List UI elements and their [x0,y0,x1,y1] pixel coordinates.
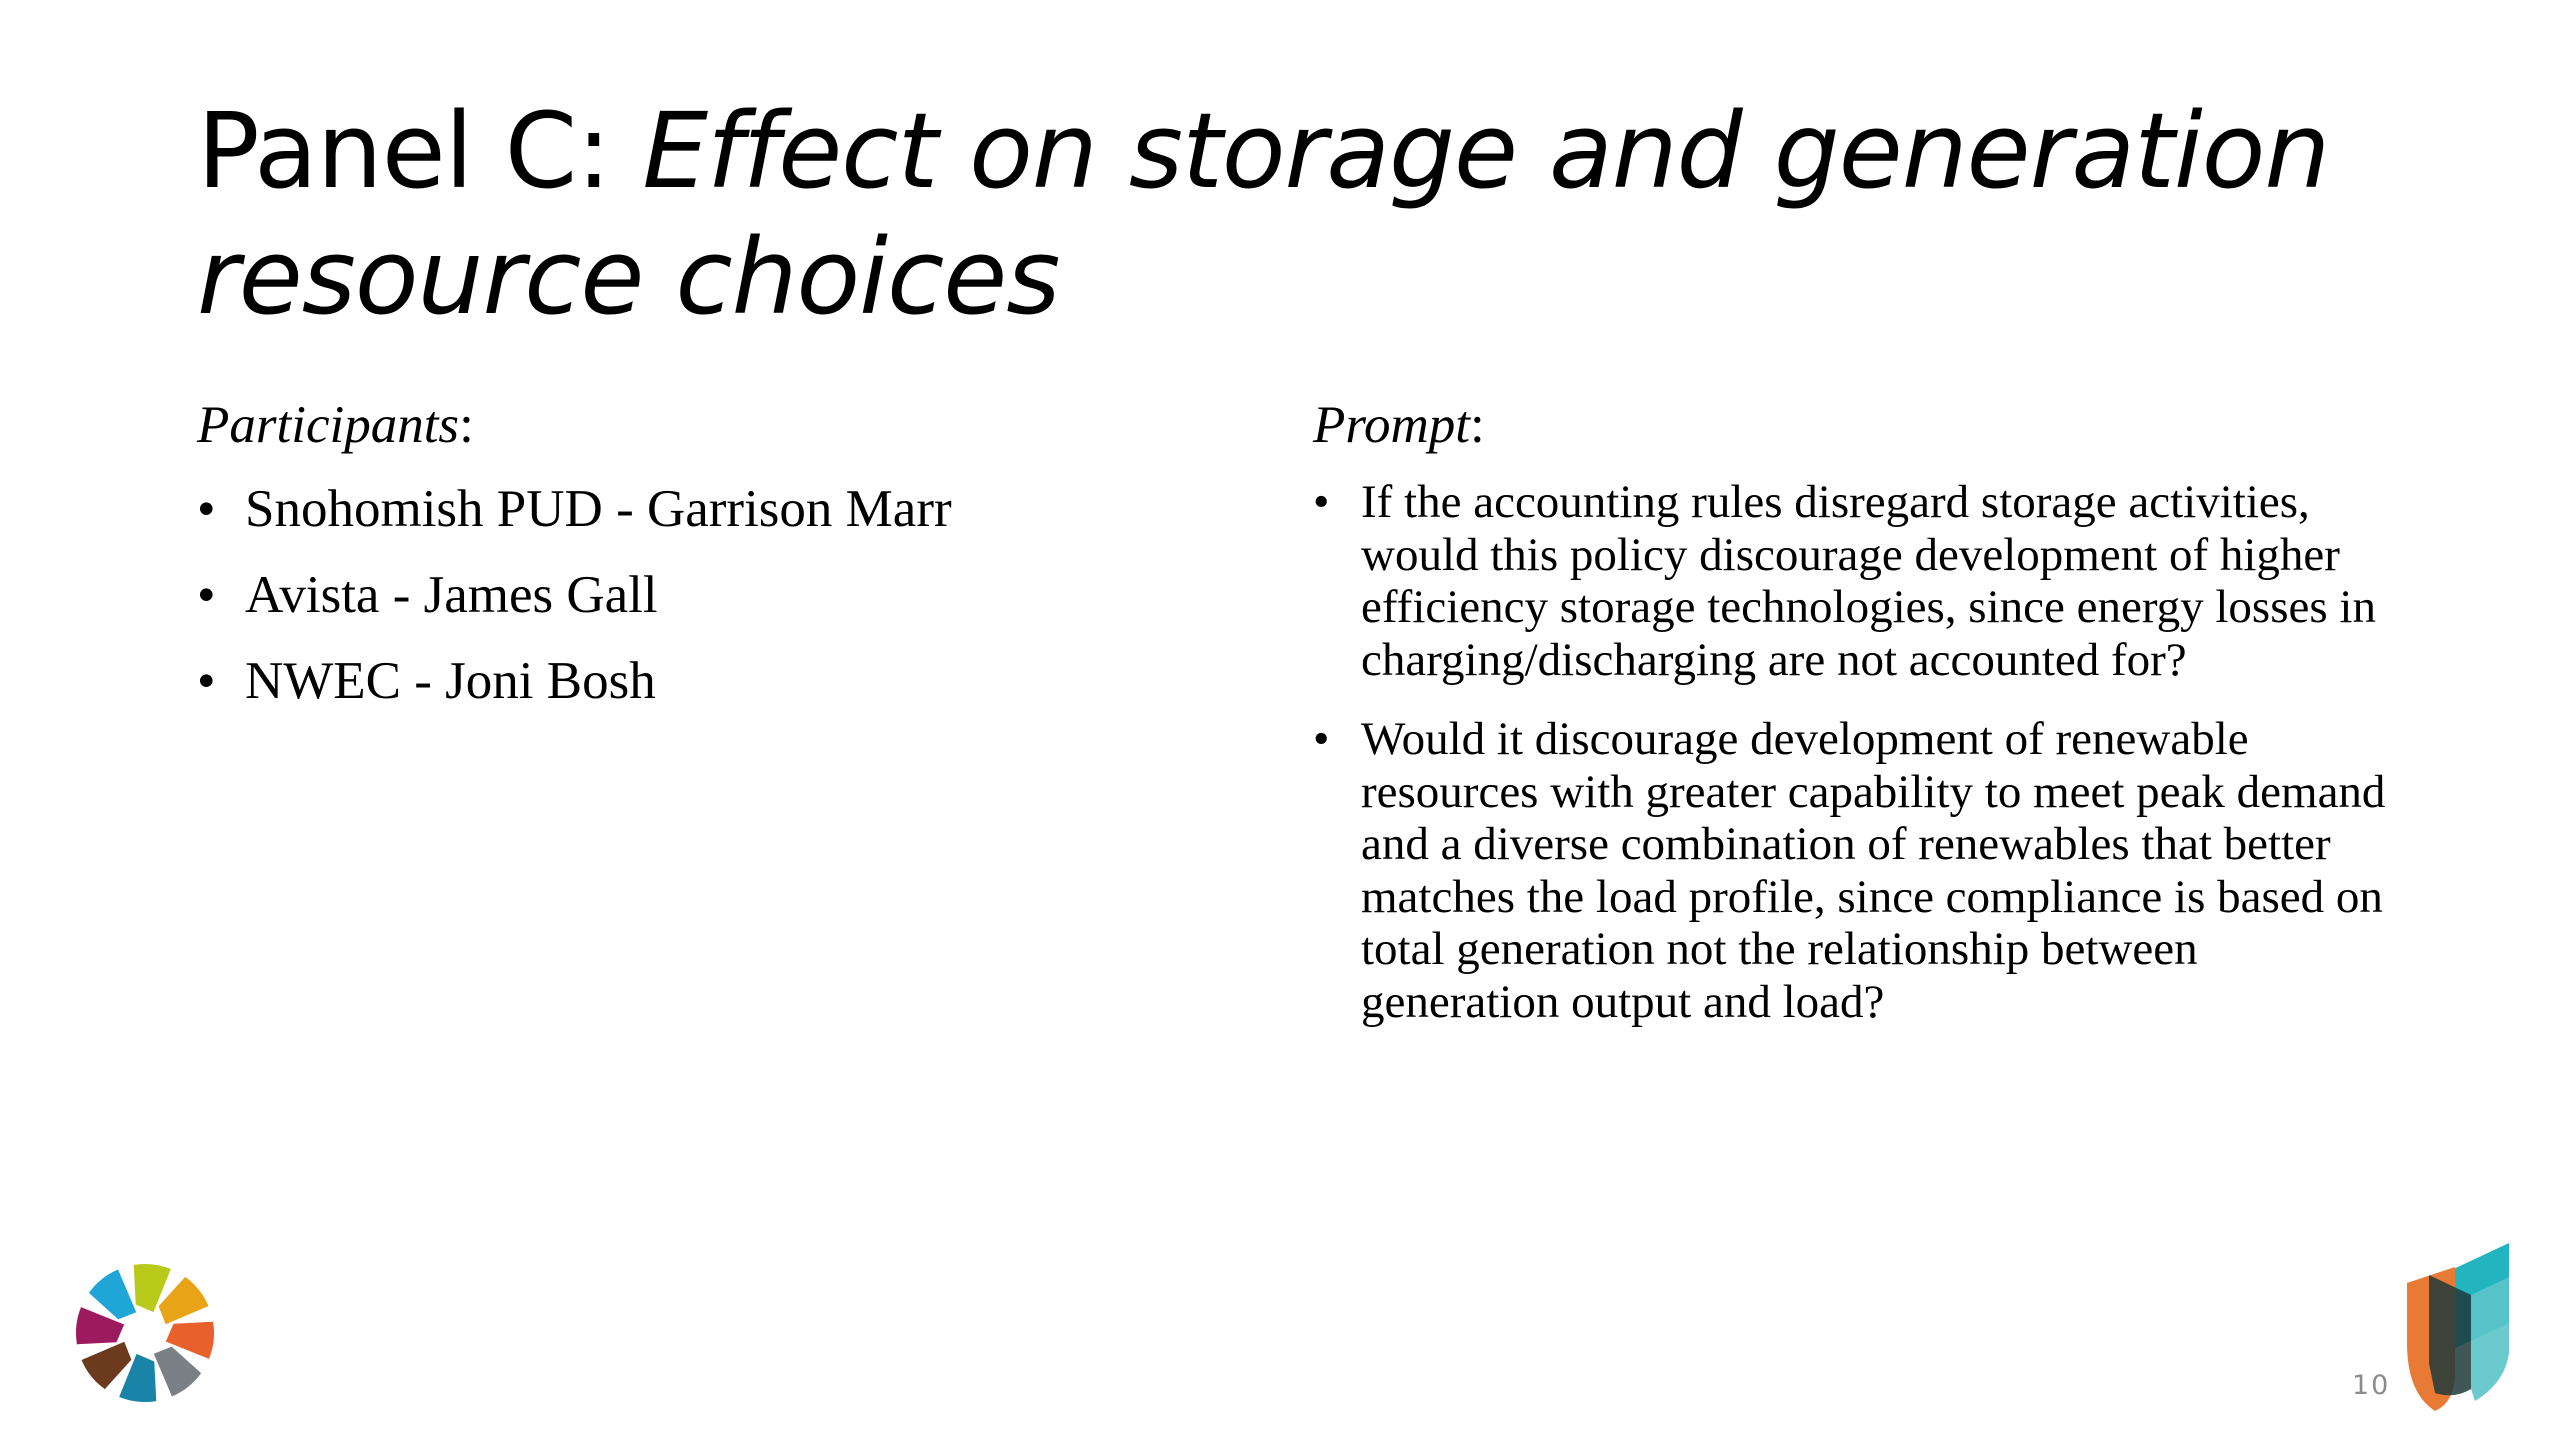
prompt-column [1313,392,2403,1055]
participants-list [197,476,1197,714]
prompt-heading-colon: : [1470,396,1485,454]
bullet: • [197,652,216,710]
prompt-heading-label: Prompt [1313,396,1471,454]
wheel-petals [76,1264,214,1402]
color-wheel-star-logo-icon [70,1258,220,1408]
shield-dark [2429,1275,2471,1395]
prompt-item [1313,476,2403,686]
bullet: • [1313,713,1330,765]
participant-text: NWEC - Joni Bosh [245,652,656,710]
participant-text: Avista - James Gall [245,566,658,624]
participant-item [197,648,1197,714]
participants-heading-colon: : [459,396,474,454]
prompt-text: If the accounting rules disregard storage activities, would this policy discourage development of higher efficiency storage technologies, since energy losses in charging/discharging are not accounted for? [1361,476,2376,686]
bullet: • [197,566,216,624]
wheel-petal [159,1277,209,1324]
wheel-petal [89,1269,136,1319]
participant-item [197,476,1197,542]
title-italic: Effect on storage and generation resource choices [197,90,2330,338]
bullet: • [197,480,216,538]
prompt-heading [1313,392,2403,458]
participants-heading-label: Participants [197,396,460,454]
title-lead: Panel C: [197,90,643,212]
participant-text: Snohomish PUD - Garrison Marr [245,480,952,538]
prompt-item [1313,713,2403,1028]
participants-heading [197,392,1197,458]
wheel-petal [81,1342,131,1389]
prompt-list [1313,476,2403,1028]
prompt-text: Would it discourage development of renewable resources with greater capability to meet peak demand and a diverse combination of renewables that better matches the load profile, since compliance is based on total generation not the relationship between generation output and load? [1361,713,2386,1028]
page-number: 10 [2352,1370,2391,1401]
bullet: • [1313,476,1330,528]
shield-teal-light [2471,1277,2509,1401]
participant-item [197,562,1197,628]
slide-title [197,88,2347,340]
participants-column [197,392,1197,734]
wheel-petal [154,1347,201,1397]
shield-leaf-logo-icon [2405,1243,2513,1413]
